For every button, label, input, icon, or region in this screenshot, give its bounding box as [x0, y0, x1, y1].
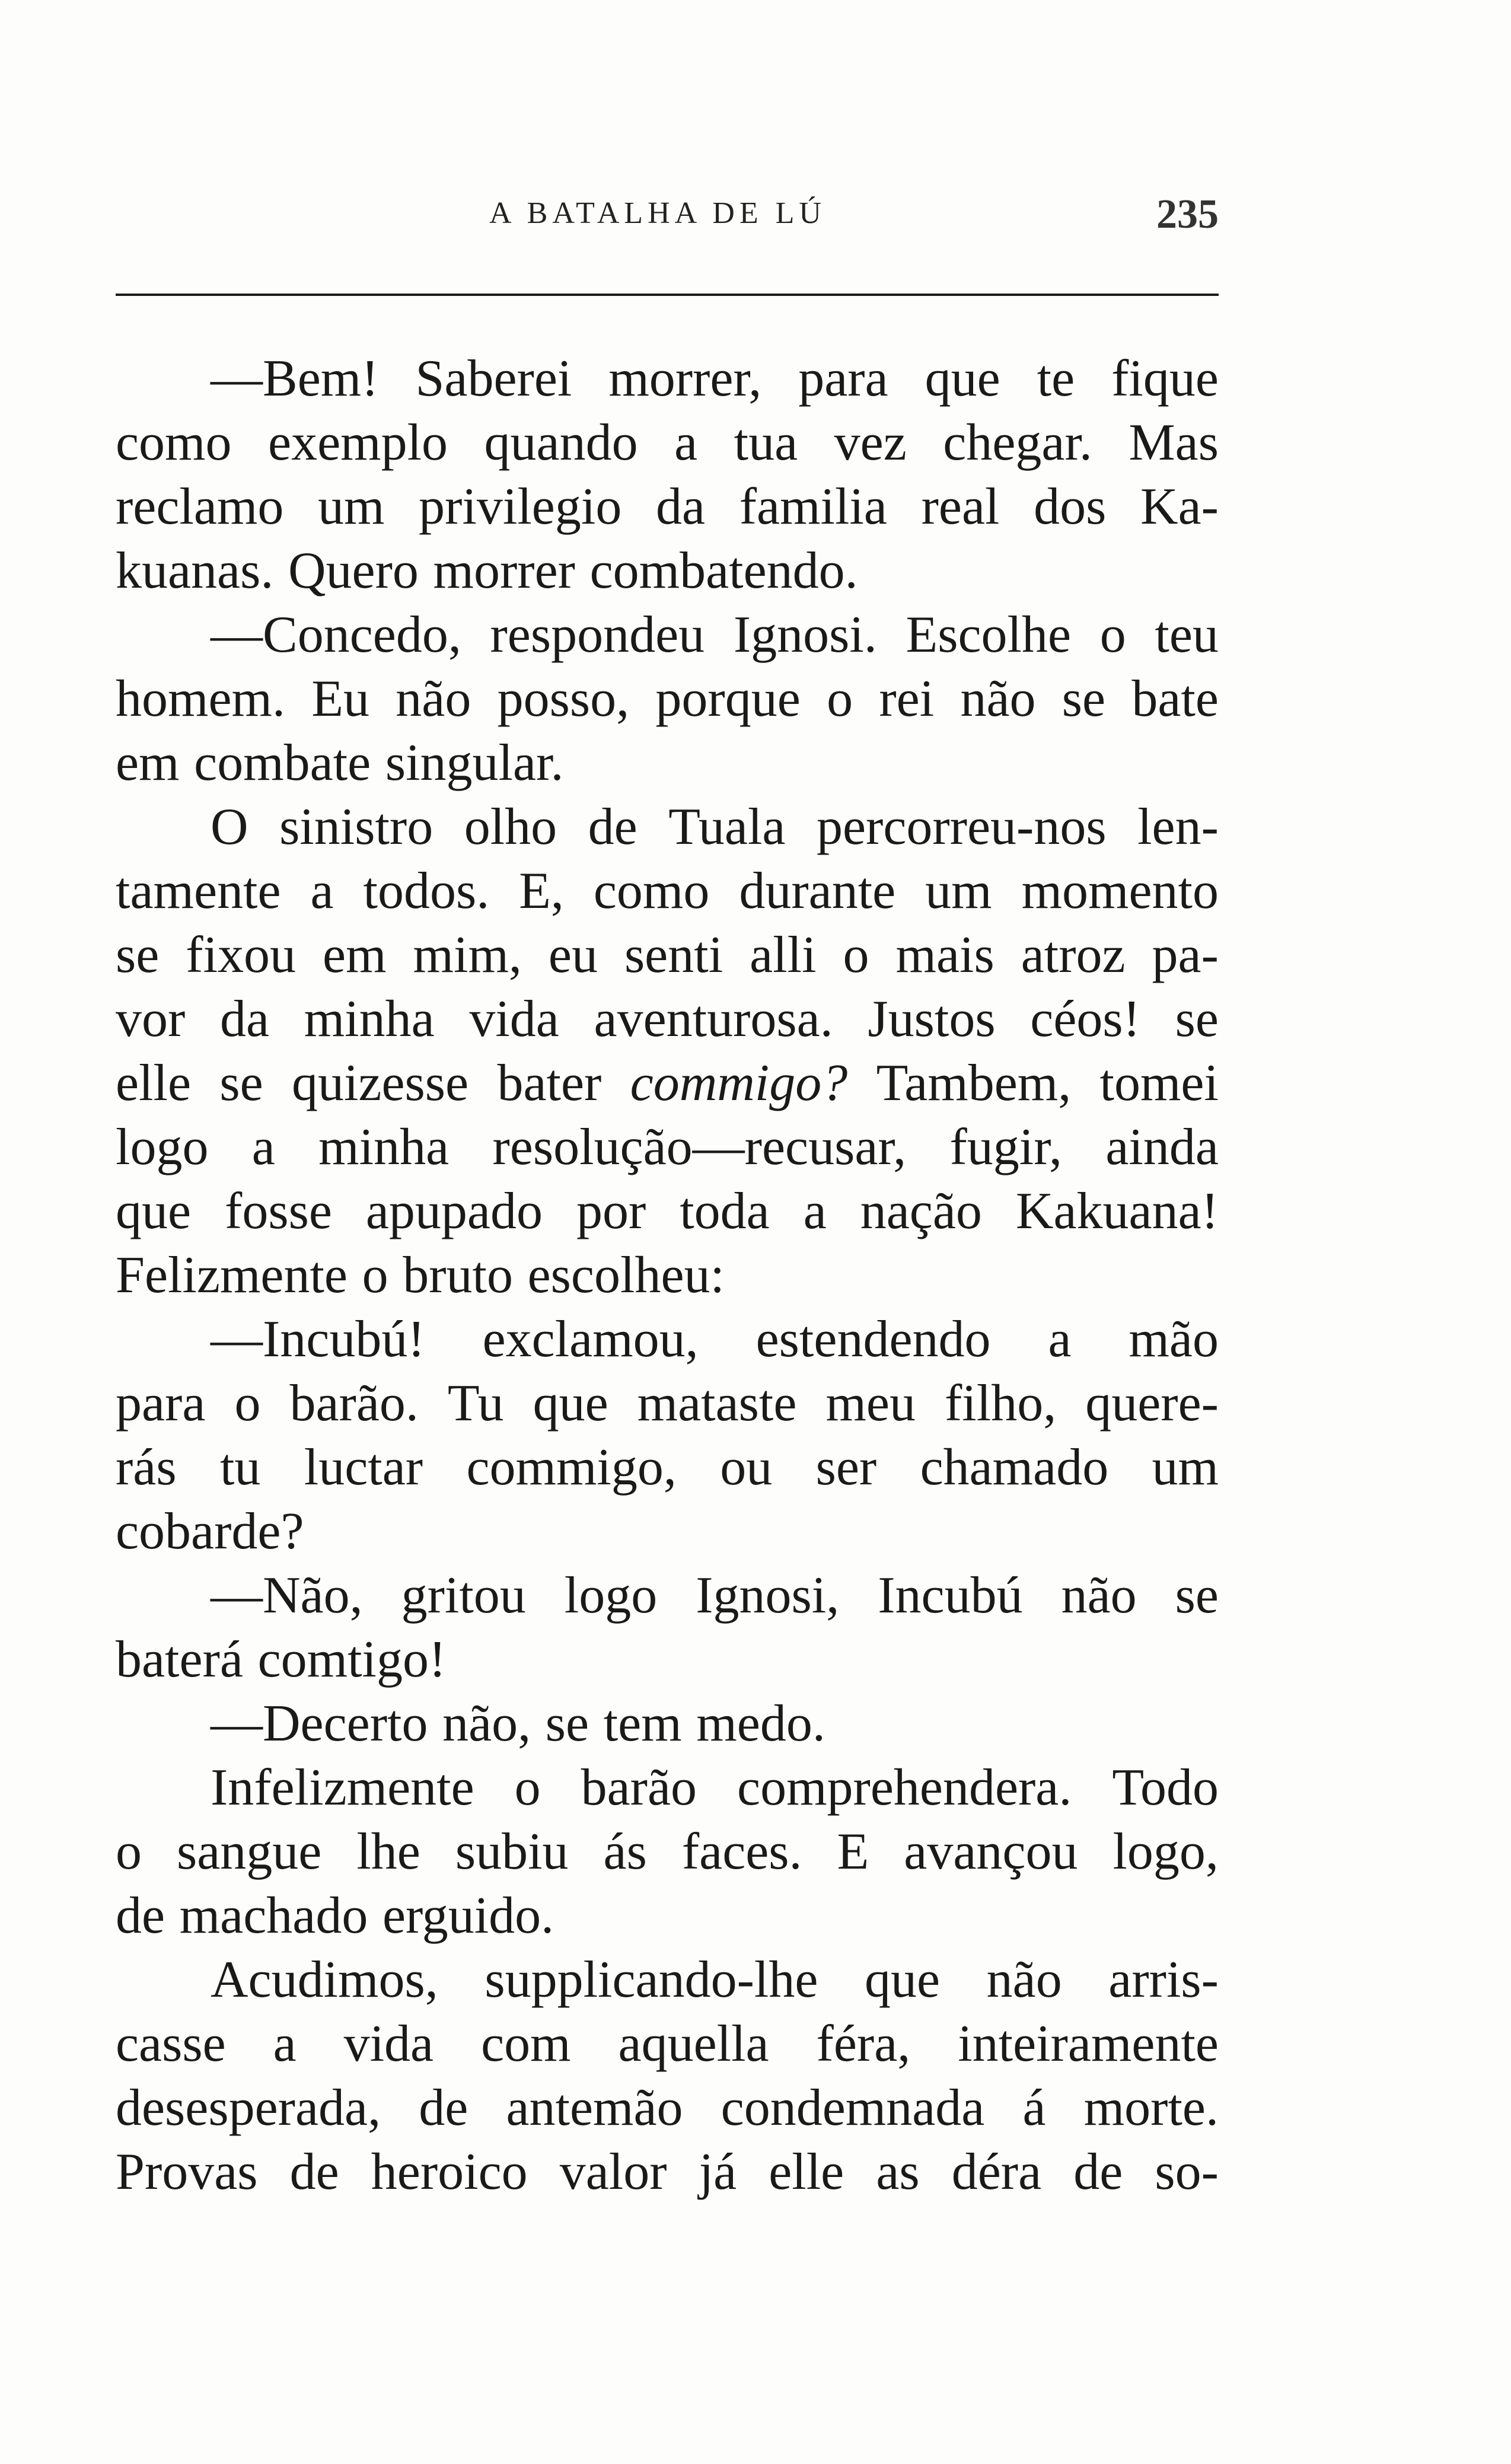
body-text — [116, 347, 1219, 2204]
text-line: kuanas. Quero morrer combatendo. — [116, 542, 858, 600]
text-line: o sangue lhe subiu ás faces. E avançou logo, — [116, 1823, 1219, 1880]
text-line: que fosse apupado por toda a nação Kakuana! — [116, 1182, 1219, 1240]
text-line: como exemplo quando a tua vez chegar. Mas — [116, 414, 1219, 471]
page-number: 235 — [1156, 192, 1219, 237]
text-line: vor da minha vida aventurosa. Justos céos! se — [116, 990, 1219, 1048]
text-line: Infelizmente o barão comprehendera. Todo — [211, 1759, 1219, 1816]
text-line: cobarde? — [116, 1503, 304, 1560]
text-line: reclamo um privilegio da familia real dos Ka- — [116, 478, 1219, 535]
running-title: A BATALHA DE LÚ — [489, 196, 826, 230]
text-line: Acudimos, supplicando-lhe que não arris- — [211, 1951, 1219, 2009]
text-line: de machado erguido. — [116, 1887, 554, 1945]
text-line: tamente a todos. E, como durante um momento — [116, 862, 1219, 920]
text-line: rás tu luctar commigo, ou ser chamado um — [116, 1439, 1219, 1496]
text-line: elle se quizesse bater commigo? Tambem, tomei — [116, 1054, 1219, 1112]
text-line: em combate singular. — [116, 734, 564, 792]
text-line: —Bem! Saberei morrer, para que te fique — [211, 350, 1219, 407]
running-head — [116, 192, 1219, 243]
text-line: homem. Eu não posso, porque o rei não se bate — [116, 670, 1219, 728]
text-line: logo a minha resolução—recusar, fugir, ainda — [116, 1118, 1219, 1176]
text-line: baterá comtigo! — [116, 1631, 447, 1688]
text-line: Provas de heroico valor já elle as déra de so- — [116, 2143, 1219, 2201]
text-line: —Decerto não, se tem medo. — [211, 1695, 825, 1752]
text-line: se fixou em mim, eu senti alli o mais atroz pa- — [116, 926, 1219, 984]
text-line: para o barão. Tu que mataste meu filho, quere- — [116, 1375, 1219, 1432]
text-line: casse a vida com aquella féra, inteiramente — [116, 2015, 1219, 2073]
text-line: desesperada, de antemão condemnada á morte. — [116, 2079, 1219, 2137]
text-line: O sinistro olho de Tuala percorreu-nos len- — [211, 798, 1219, 856]
header-rule — [116, 294, 1219, 296]
text-line: —Concedo, respondeu Ignosi. Escolhe o teu — [211, 606, 1219, 664]
text-line: —Não, gritou logo Ignosi, Incubú não se — [211, 1567, 1219, 1624]
text-line: —Incubú! exclamou, estendendo a mão — [211, 1311, 1219, 1368]
text-line: Felizmente o bruto escolheu: — [116, 1247, 725, 1304]
